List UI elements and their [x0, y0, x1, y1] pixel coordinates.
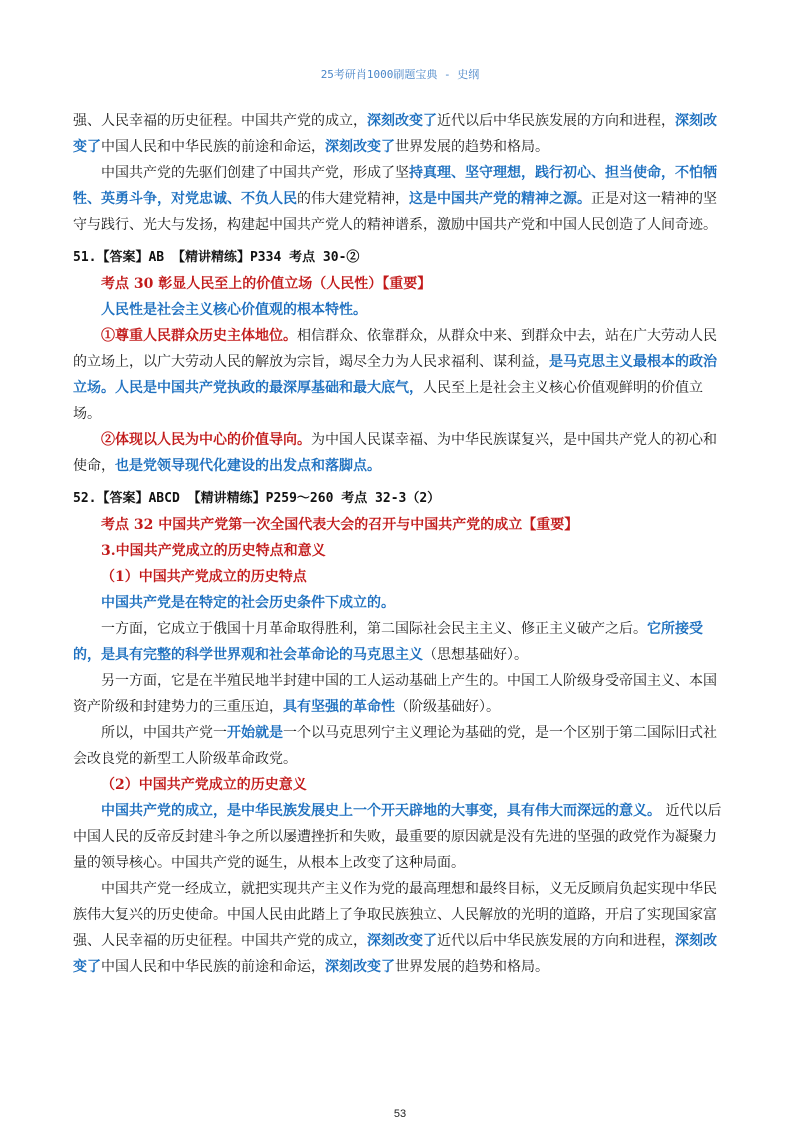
- body-text: 的伟大建党精神，: [297, 191, 409, 207]
- answer-line: [73, 485, 729, 512]
- body-text: 近代以后中华民族发展的方向和进程，: [437, 933, 675, 949]
- body-text: 中国人民和中华民族的前途和命运，: [101, 139, 325, 155]
- page-number: 53: [393, 1108, 407, 1120]
- heading-text: ②体现以人民为中心的价值导向。: [101, 432, 311, 448]
- body-text: 正是对这一精神的坚守与践行、光大与发扬，构建起中国共产党人的精神谱系，激励中国共产党和中国人民创造了人间奇迹。: [73, 191, 717, 233]
- emphasis-text: 深刻改变了: [73, 933, 717, 975]
- paragraph: [73, 160, 729, 238]
- body-text: 一个以马克思列宁主义理论为基础的党，是一个区别于第二国际旧式社会改良党的新型工人阶级革命政党。: [73, 725, 717, 767]
- body-text: 另一方面，它是在半殖民地半封建中国的工人运动基础上产生的。中国工人阶级身受帝国主义、本国资产阶级和封建势力的三重压迫，: [73, 673, 717, 715]
- emphasis-text: 深刻改变了: [325, 959, 395, 975]
- heading-text: （2）中国共产党成立的历史意义: [101, 777, 307, 793]
- paragraph: [73, 323, 729, 427]
- emphasis-text: 深刻改变了: [367, 933, 437, 949]
- paragraph: [73, 616, 729, 668]
- emphasis-text: 是马克思主义最根本的政治立场。人民是中国共产党执政的最深厚基础和最大底气，: [73, 354, 717, 396]
- page-header: 25考研肖1000刷题宝典 - 史纲: [320, 68, 480, 81]
- body-text: 近代以后中华民族发展的方向和进程，: [437, 113, 675, 129]
- emphasis-text: 开始就是: [227, 725, 283, 741]
- emphasis-text: 深刻改变了: [367, 113, 437, 129]
- emphasis-text: 深刻改变了: [325, 139, 395, 155]
- emphasis-text: 中国共产党的成立，是中华民族发展史上一个开天辟地的大事变，具有伟大而深远的意义。: [101, 803, 661, 819]
- heading-text: ①尊重人民群众历史主体地位。: [101, 328, 297, 344]
- body-text: 强、人民幸福的历史征程。中国共产党的成立，: [73, 113, 367, 129]
- emphasis-text: 中国共产党是在特定的社会历史条件下成立的。: [101, 595, 395, 611]
- body-text: 中国共产党一经成立，就把实现共产主义作为党的最高理想和最终目标，义无反顾肩负起实现中华民族伟大复兴的历史使命。中国人民由此踏上了争取民族独立、人民解放的光明的道路，开启了实现国家富强、人民幸福的历史征程。中国共产党的成立，: [73, 881, 717, 949]
- body-text: （阶级基础好）。: [395, 699, 500, 715]
- paragraph: [73, 590, 729, 616]
- body-text: 为中国人民谋幸福、为中华民族谋复兴，是中国共产党人的初心和使命，: [73, 432, 717, 474]
- body-text: 一方面，它成立于俄国十月革命取得胜利，第二国际社会民主主义、修正主义破产之后。: [101, 621, 647, 637]
- paragraph: [73, 512, 729, 538]
- body-text: 近代以后中国人民的反帝反封建斗争之所以屡遭挫折和失败，最重要的原因就是没有先进的坚强的政党作为凝聚力量的领导核心。中国共产党的诞生，从根本上改变了这种局面。: [73, 803, 722, 871]
- paragraph: [73, 772, 729, 798]
- paragraph: [73, 538, 729, 564]
- body-text: （思想基础好）。: [423, 647, 528, 663]
- body-text: 相信群众、依靠群众，从群众中来、到群众中去，站在广大劳动人民的立场上，以广大劳动人民的解放为宗旨，竭尽全力为人民求福利、谋利益，: [73, 328, 717, 370]
- body-text: 人民至上是社会主义核心价值观鲜明的价值立场。: [73, 380, 703, 422]
- paragraph: [73, 427, 729, 479]
- emphasis-text: 持真理、坚守理想，践行初心、担当使命，不怕牺牲、英勇斗争，对党忠诚、不负人民: [73, 165, 717, 207]
- body-text: 所以，中国共产党一: [101, 725, 227, 741]
- emphasis-text: 具有坚强的革命性: [283, 699, 395, 715]
- emphasis-text: 这是中国共产党的精神之源。: [409, 191, 591, 207]
- emphasis-text: 人民性是社会主义核心价值观的根本特性。: [101, 302, 367, 318]
- body-text: 世界发展的趋势和格局。: [395, 959, 549, 975]
- paragraph: [73, 297, 729, 323]
- heading-text: （1）中国共产党成立的历史特点: [101, 569, 307, 585]
- paragraph: [73, 271, 729, 297]
- paragraph: [73, 668, 729, 720]
- paragraph: [73, 108, 729, 160]
- body-text: 52.【答案】ABCD 【精讲精练】P259～260 考点 32-3（2）: [73, 491, 441, 506]
- heading-text: 考点 30 彰显人民至上的价值立场（人民性）【重要】: [101, 276, 432, 292]
- paragraph: [73, 798, 729, 876]
- answer-line: [73, 244, 729, 271]
- body-text: 中国人民和中华民族的前途和命运，: [101, 959, 325, 975]
- heading-text: 3.中国共产党成立的历史特点和意义: [101, 543, 326, 559]
- body-text: 51.【答案】AB 【精讲精练】P334 考点 30-②: [73, 250, 360, 265]
- emphasis-text: 它所接受的，是具有完整的科学世界观和社会革命论的马克思主义: [73, 621, 703, 663]
- heading-text: 考点 32 中国共产党第一次全国代表大会的召开与中国共产党的成立【重要】: [101, 517, 579, 533]
- paragraph: [73, 876, 729, 980]
- emphasis-text: 也是党领导现代化建设的出发点和落脚点。: [115, 458, 381, 474]
- body-text: 中国共产党的先驱们创建了中国共产党，形成了坚: [101, 165, 409, 181]
- body-text: 世界发展的趋势和格局。: [395, 139, 549, 155]
- page-content: [73, 108, 729, 980]
- paragraph: [73, 720, 729, 772]
- paragraph: [73, 564, 729, 590]
- emphasis-text: 深刻改变了: [73, 113, 717, 155]
